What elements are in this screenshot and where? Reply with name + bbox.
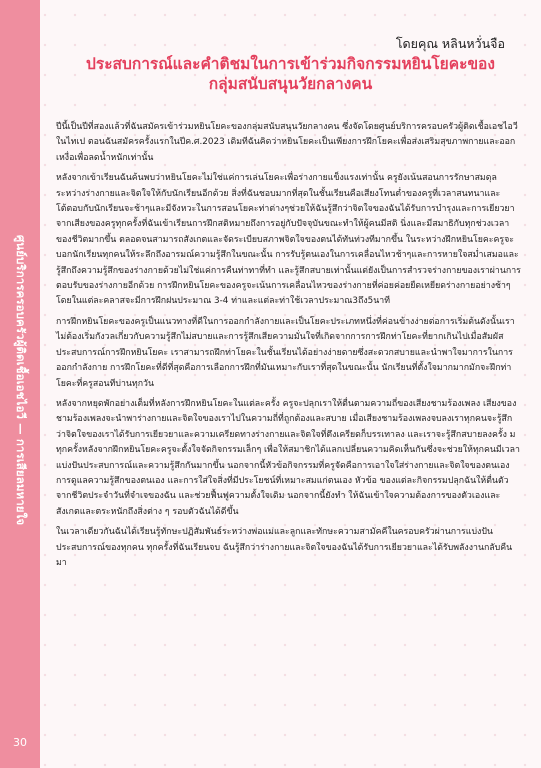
sidebar <box>0 0 40 768</box>
article-body <box>56 120 522 576</box>
paragraph: หลังจากหยุดพักอย่างเต็มที่หลังการฝึกหยินโยคะในแต่ละครั้ง ครูจะปลุกเราให้ตื่นตามความถี่ของเสียงชามร้องเพลง เสียงของชามร้องเพลงจะนำพาร่างกายและจิตใจของเราไปในความถี่ที่ถูกต้องและสบาย เมื่อเสียงชามร้องเพลงจบลงเราทุกคนจะรู้สึกว่าจิตใจของเราได้รับการเยียวยาและความเครียดทางร่างกายและจิตใจที่ตึงเครียดก็บรรเทาลง และเราจะรู้สึกสบายลงครั้ง ม ทุกครั้งหลังจากฝึกหยินโยคะครูจะตั้งใจจัดกิจกรรมเล็กๆ เพื่อให้สมาชิกได้แลกเปลี่ยนความคิดเห็นกันซึ่งจะช่วยให้ทุกคนมีเวลาแบ่งปันประสบการณ์และความรู้สึกกันมากขึ้น นอกจากนี้หัวข้อกิจกรรมที่ครูจัดคือการเอาใจใส่ร่างกายและจิตใจของตนเอง การดูแลความรู้สึกของตนเอง และการใส่ใจสิ่งที่มีประโยชน์ที่เหมาะสมแก่ตนเอง หัวข้อ ของแต่ละกิจกรรมปลุกฉันให้ตื่นตัวจากชีวิตประจำวันที่จำเจของฉัน และช่วยฟื้นฟูความตั้งใจเดิม นอกจากนี้ยังทำ ให้ฉันเข้าใจความต้องการของตัวเองและสังเกตและตระหนักถึงสิ่งต่าง ๆ รอบตัวฉันได้ดีขึ้น <box>56 398 520 517</box>
page-number: 30 <box>13 736 27 749</box>
paragraph: หลังจากเข้าเรียนฉันค้นพบว่าหยินโยคะไม่ใช่แค่การเล่นโยคะเพื่อร่างกายแข็งแรงเท่านั้น ครูยังเน้นสอนการรักษาสมดุลระหว่างร่างกายและจิตใจให้กับนักเรียนอีกด้วย สิ่งที่ฉันชอบมากที่สุดในชั้นเรียนคือเสียงโทนต่ำของครูที่เวลาสนทนาและโต้ตอบกับนักเรียนจะช้าๆและมีจังหวะในการสอนโยคะท่าต่างๆช่วยให้ฉันรู้สึกว่าจิตใจของฉันได้รับการบำรุงและการเยียวยาจากเสียงของครูทุกครั้งที่ฉันเข้าเรียนการฝึกสติหมายถึงการอยู่กับปัจจุบันขณะทำให้ผู้คนมีสติ นิ่งและมีสมาธิกับทุกช่วงเวลาของชีวิตมากขึ้น ตลอดจนสามารถสังเกตและจัดระเบียบสภาพจิตใจของตนได้ทันท่วงทีมากขึ้น ในระหว่างฝึกหยินโยคะครูจะบอกนักเรียนทุกคนให้ระลึกถึงอารมณ์ความรู้สึกในขณะนั้น การรับรู้ตนเองในการเคลื่อนไหวช้าๆและการหายใจสม่ำเสมอและรู้สึกถึงความรู้สึกของร่างกายด้วยไม่ใช่แค่การคืนท่าทาที่ทำ และรู้สึกสบายเท่านั้นแต่ยังเป็นการสำรวจร่างกายของเราผ่านการตอบรับของร่างกายอีกด้วย การฝึกหยินโยคะของครูจะเน้นการเคลื่อนไหวของร่างกายที่ค่อยค่อยยืดเหยียดร่างกายอย่างช้าๆโดยในแต่ละคลาสจะมีการฝึกฝนประมาณ 3-4 ท่าและแต่ละท่าใช้เวลาประมาณ3ถึง5นาที <box>56 173 521 307</box>
title-line-2: กลุ่มสนับสนุนวัยกลางคน <box>208 75 373 93</box>
author-line: โดยคุณ หลินหวั่นจือ <box>395 36 505 51</box>
paragraph: การฝึกหยินโยคะของครูเป็นแนวทางที่ดีในการออกกำลังกายและเป็นโยคะประเภทหนึ่งที่ค่อนข้างง่ายต่อการเริ่มต้นดังนั้นเราไม่ต้องเริ่มกังวลเกี่ยวกับความรู้สึกไม่สบายและการรู้สึกเสียความมั่นใจที่เกิดจากการการฝึกท่าโยคะที่ยากเกินไปเมื่อสัมผัสประสบการณ์การฝึกหยินโยคะ เราสามารถฝึกท่าโยคะในชั้นเรียนได้อย่างง่ายดายซึ่งสะดวกสบายและนำพาใจมาการในการออกกำลังกาย การฝึกโยคะที่ดีที่สุดคือการเลือกการฝึกที่มันเหมาะกับเราที่สุดในขณะนั้น นักเรียนที่ตั้งใจมากมากมักจะฝึกท่าโยคะที่ครูสอนทีบ่านทุกวัน <box>56 316 515 389</box>
paragraph: ปีนี้เป็นปีที่สองแล้วที่ฉันสมัครเข้าร่วมหยินโยคะของกลุ่มสนับสนุนวัยกลางคน ซึ่งจัดโดยศูนย์บริการครอบครัวผู้ติดเชื้อเอชไอวีในไทเป ตอนฉันสมัครครั้งแรกในปีค.ศ.2023 เดิมทีฉันคิดว่าหยินโยคะเป็นเพียงการฝึกโยคะเพื่อส่งเสริมสุขภาพกายและออกเหงื่อเพื่อลดน้ำหนักเท่านั้น <box>56 122 518 163</box>
article-title <box>48 54 533 94</box>
title-line-1: ประสบการณ์และคำติชมในการเข้าร่วมกิจกรรมหยินโยคะของ <box>86 55 495 73</box>
sidebar-label: ศูนย์บริการครอบครัวผู้ติดเชื้อเอชไอวี — การเสียลมหายใจ <box>14 234 28 526</box>
paragraph: ในเวลาเดียวกันฉันได้เรียนรู้ทักษะปฏิสัมพันธ์ระหว่างพ่อแม่และลูกและทักษะความสามัคคีในครอบครัวผ่านการแบ่งปันประสบการณ์ของทุกคน ทุกครั้งที่ฉันเรียนจบ ฉันรู้สึกว่าร่างกายและจิตใจของฉันได้รับการเยียวยาและได้รับพลังงานกลับคืนมา <box>56 527 513 568</box>
